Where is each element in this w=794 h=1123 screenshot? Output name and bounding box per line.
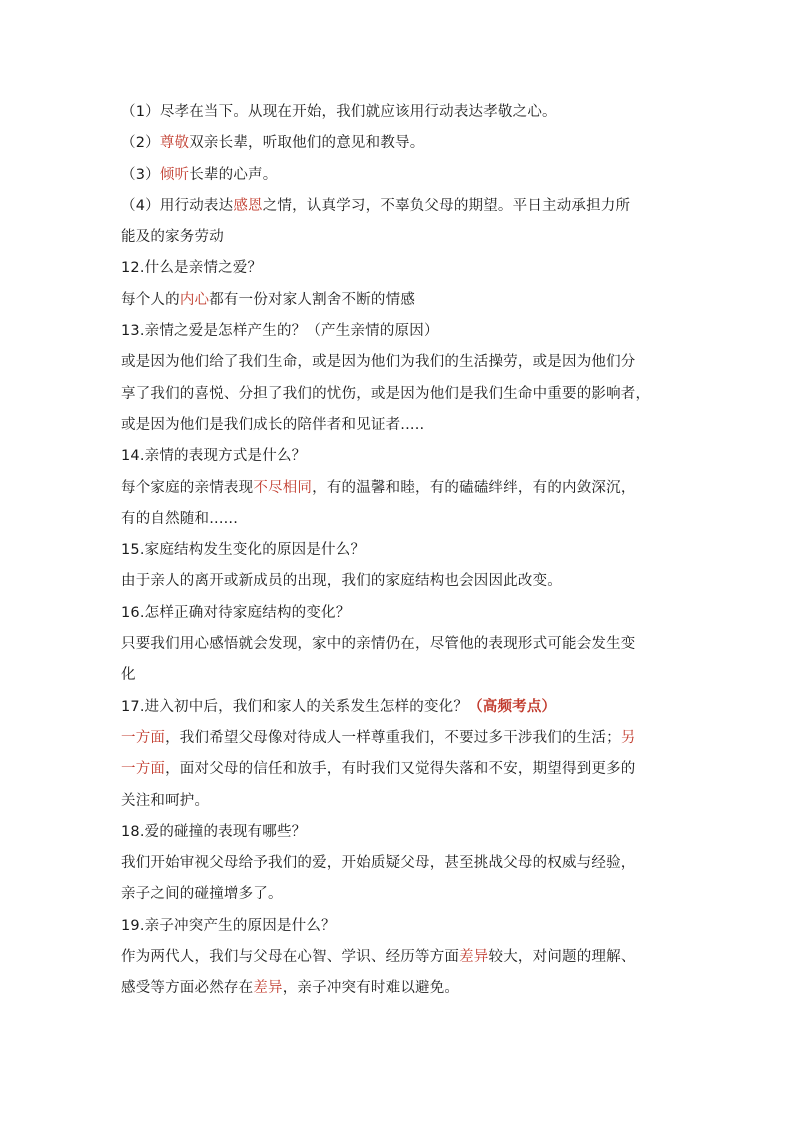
highlighted-text: 不尽相同 bbox=[253, 479, 313, 496]
text-segment: 只要我们用心感悟就会发现，家中的亲情仍在，尽管他的表现形式可能会发生变 bbox=[121, 636, 636, 653]
text-segment: 17.进入初中后，我们和家人的关系发生怎样的变化？ bbox=[121, 698, 469, 715]
text-segment: 或是因为他们是我们成长的陪伴者和见证者..... bbox=[121, 416, 425, 433]
text-line bbox=[121, 191, 681, 222]
text-segment: 亲子之间的碰撞增多了。 bbox=[121, 886, 283, 903]
text-segment: 或是因为他们给了我们生命，或是因为他们为我们的生活操劳，或是因为他们分 bbox=[121, 354, 636, 371]
text-line bbox=[121, 566, 681, 597]
text-line bbox=[121, 911, 681, 942]
text-segment: （4）用行动表达 bbox=[121, 197, 234, 214]
text-segment: 较大，对问题的理解、 bbox=[488, 949, 636, 966]
text-line bbox=[121, 285, 681, 316]
text-segment: ，亲子冲突有时难以避免。 bbox=[282, 980, 460, 997]
text-segment: 能及的家务劳动 bbox=[121, 229, 224, 246]
text-segment: （2） bbox=[121, 135, 160, 152]
text-segment: （3） bbox=[121, 166, 160, 183]
highlighted-text: 尊敬 bbox=[159, 135, 190, 152]
text-segment: 13.亲情之爱是怎样产生的？（产生亲情的原因） bbox=[121, 323, 439, 340]
text-segment: 长辈的心声。 bbox=[189, 166, 278, 183]
text-segment: 16.怎样正确对待家庭结构的变化？ bbox=[121, 604, 351, 621]
text-segment: 15.家庭结构发生变化的原因是什么？ bbox=[121, 542, 366, 559]
text-segment: 作为两代人，我们与父母在心智、学识、经历等方面 bbox=[121, 949, 460, 966]
text-segment: 化 bbox=[121, 667, 136, 684]
text-line bbox=[121, 253, 681, 284]
highlighted-text: （高频考点） bbox=[468, 698, 557, 715]
text-line bbox=[121, 754, 681, 785]
text-line bbox=[121, 879, 681, 910]
text-line bbox=[121, 786, 681, 817]
text-segment: ，我们希望父母像对待成人一样尊重我们，不要过多干涉我们的生活； bbox=[165, 729, 621, 746]
text-line bbox=[121, 160, 681, 191]
text-line bbox=[121, 692, 681, 723]
text-line bbox=[121, 473, 681, 504]
text-line bbox=[121, 942, 681, 973]
text-line bbox=[121, 379, 681, 410]
text-segment: 19.亲子冲突产生的原因是什么？ bbox=[121, 917, 336, 934]
text-segment: （1）尽孝在当下。从现在开始，我们就应该用行动表达孝敬之心。 bbox=[121, 104, 557, 120]
text-segment: 12.什么是亲情之爱？ bbox=[121, 260, 263, 277]
text-line bbox=[121, 598, 681, 629]
text-segment: ，有的温馨和睦，有的磕磕绊绊，有的内敛深沉， bbox=[312, 479, 636, 496]
text-line bbox=[121, 128, 681, 159]
text-line bbox=[121, 723, 681, 754]
text-line bbox=[121, 222, 681, 253]
text-line bbox=[121, 97, 681, 128]
highlighted-text: 内心 bbox=[179, 291, 210, 308]
highlighted-text: 一方面 bbox=[121, 729, 166, 746]
text-line bbox=[121, 817, 681, 848]
text-line bbox=[121, 660, 681, 691]
text-line bbox=[121, 316, 681, 347]
text-line bbox=[121, 347, 681, 378]
highlighted-text: 另 bbox=[620, 729, 636, 746]
text-segment: 由于亲人的离开或新成员的出现，我们的家庭结构也会因因此改变。 bbox=[121, 573, 562, 590]
text-segment: 每个家庭的亲情表现 bbox=[121, 479, 254, 496]
text-line bbox=[121, 629, 681, 660]
text-segment: 有的自然随和...... bbox=[121, 510, 239, 527]
text-segment: ，面对父母的信任和放手，有时我们又觉得失落和不安，期望得到更多的 bbox=[165, 761, 636, 778]
highlighted-text: 差异 bbox=[253, 980, 283, 997]
highlighted-text: 差异 bbox=[459, 949, 489, 966]
text-line bbox=[121, 973, 681, 1004]
text-segment: 双亲长辈，听取他们的意见和教导。 bbox=[189, 135, 425, 152]
text-line bbox=[121, 504, 681, 535]
text-segment: 感受等方面必然存在 bbox=[121, 980, 254, 997]
highlighted-text: 一方面 bbox=[121, 761, 166, 778]
text-segment: 我们开始审视父母给予我们的爱，开始质疑父母，甚至挑战父母的权威与经验， bbox=[121, 855, 636, 872]
text-line bbox=[121, 410, 681, 441]
text-segment: 18.爱的碰撞的表现有哪些？ bbox=[121, 823, 307, 840]
text-line bbox=[121, 848, 681, 879]
text-segment: 关注和呵护。 bbox=[121, 792, 210, 809]
highlighted-text: 倾听 bbox=[159, 166, 190, 183]
text-line bbox=[121, 441, 681, 472]
text-segment: 每个人的 bbox=[121, 291, 180, 308]
text-line bbox=[121, 535, 681, 566]
text-segment: 都有一份对家人割舍不断的情感 bbox=[209, 291, 416, 308]
highlighted-text: 感恩 bbox=[233, 197, 263, 214]
document-body bbox=[121, 97, 681, 1005]
text-segment: 14.亲情的表现方式是什么？ bbox=[121, 448, 307, 465]
text-segment: 享了我们的喜悦、分担了我们的忧伤，或是因为他们是我们生命中重要的影响者， bbox=[121, 385, 651, 402]
text-segment: 之情，认真学习，不辜负父母的期望。平日主动承担力所 bbox=[262, 197, 631, 214]
